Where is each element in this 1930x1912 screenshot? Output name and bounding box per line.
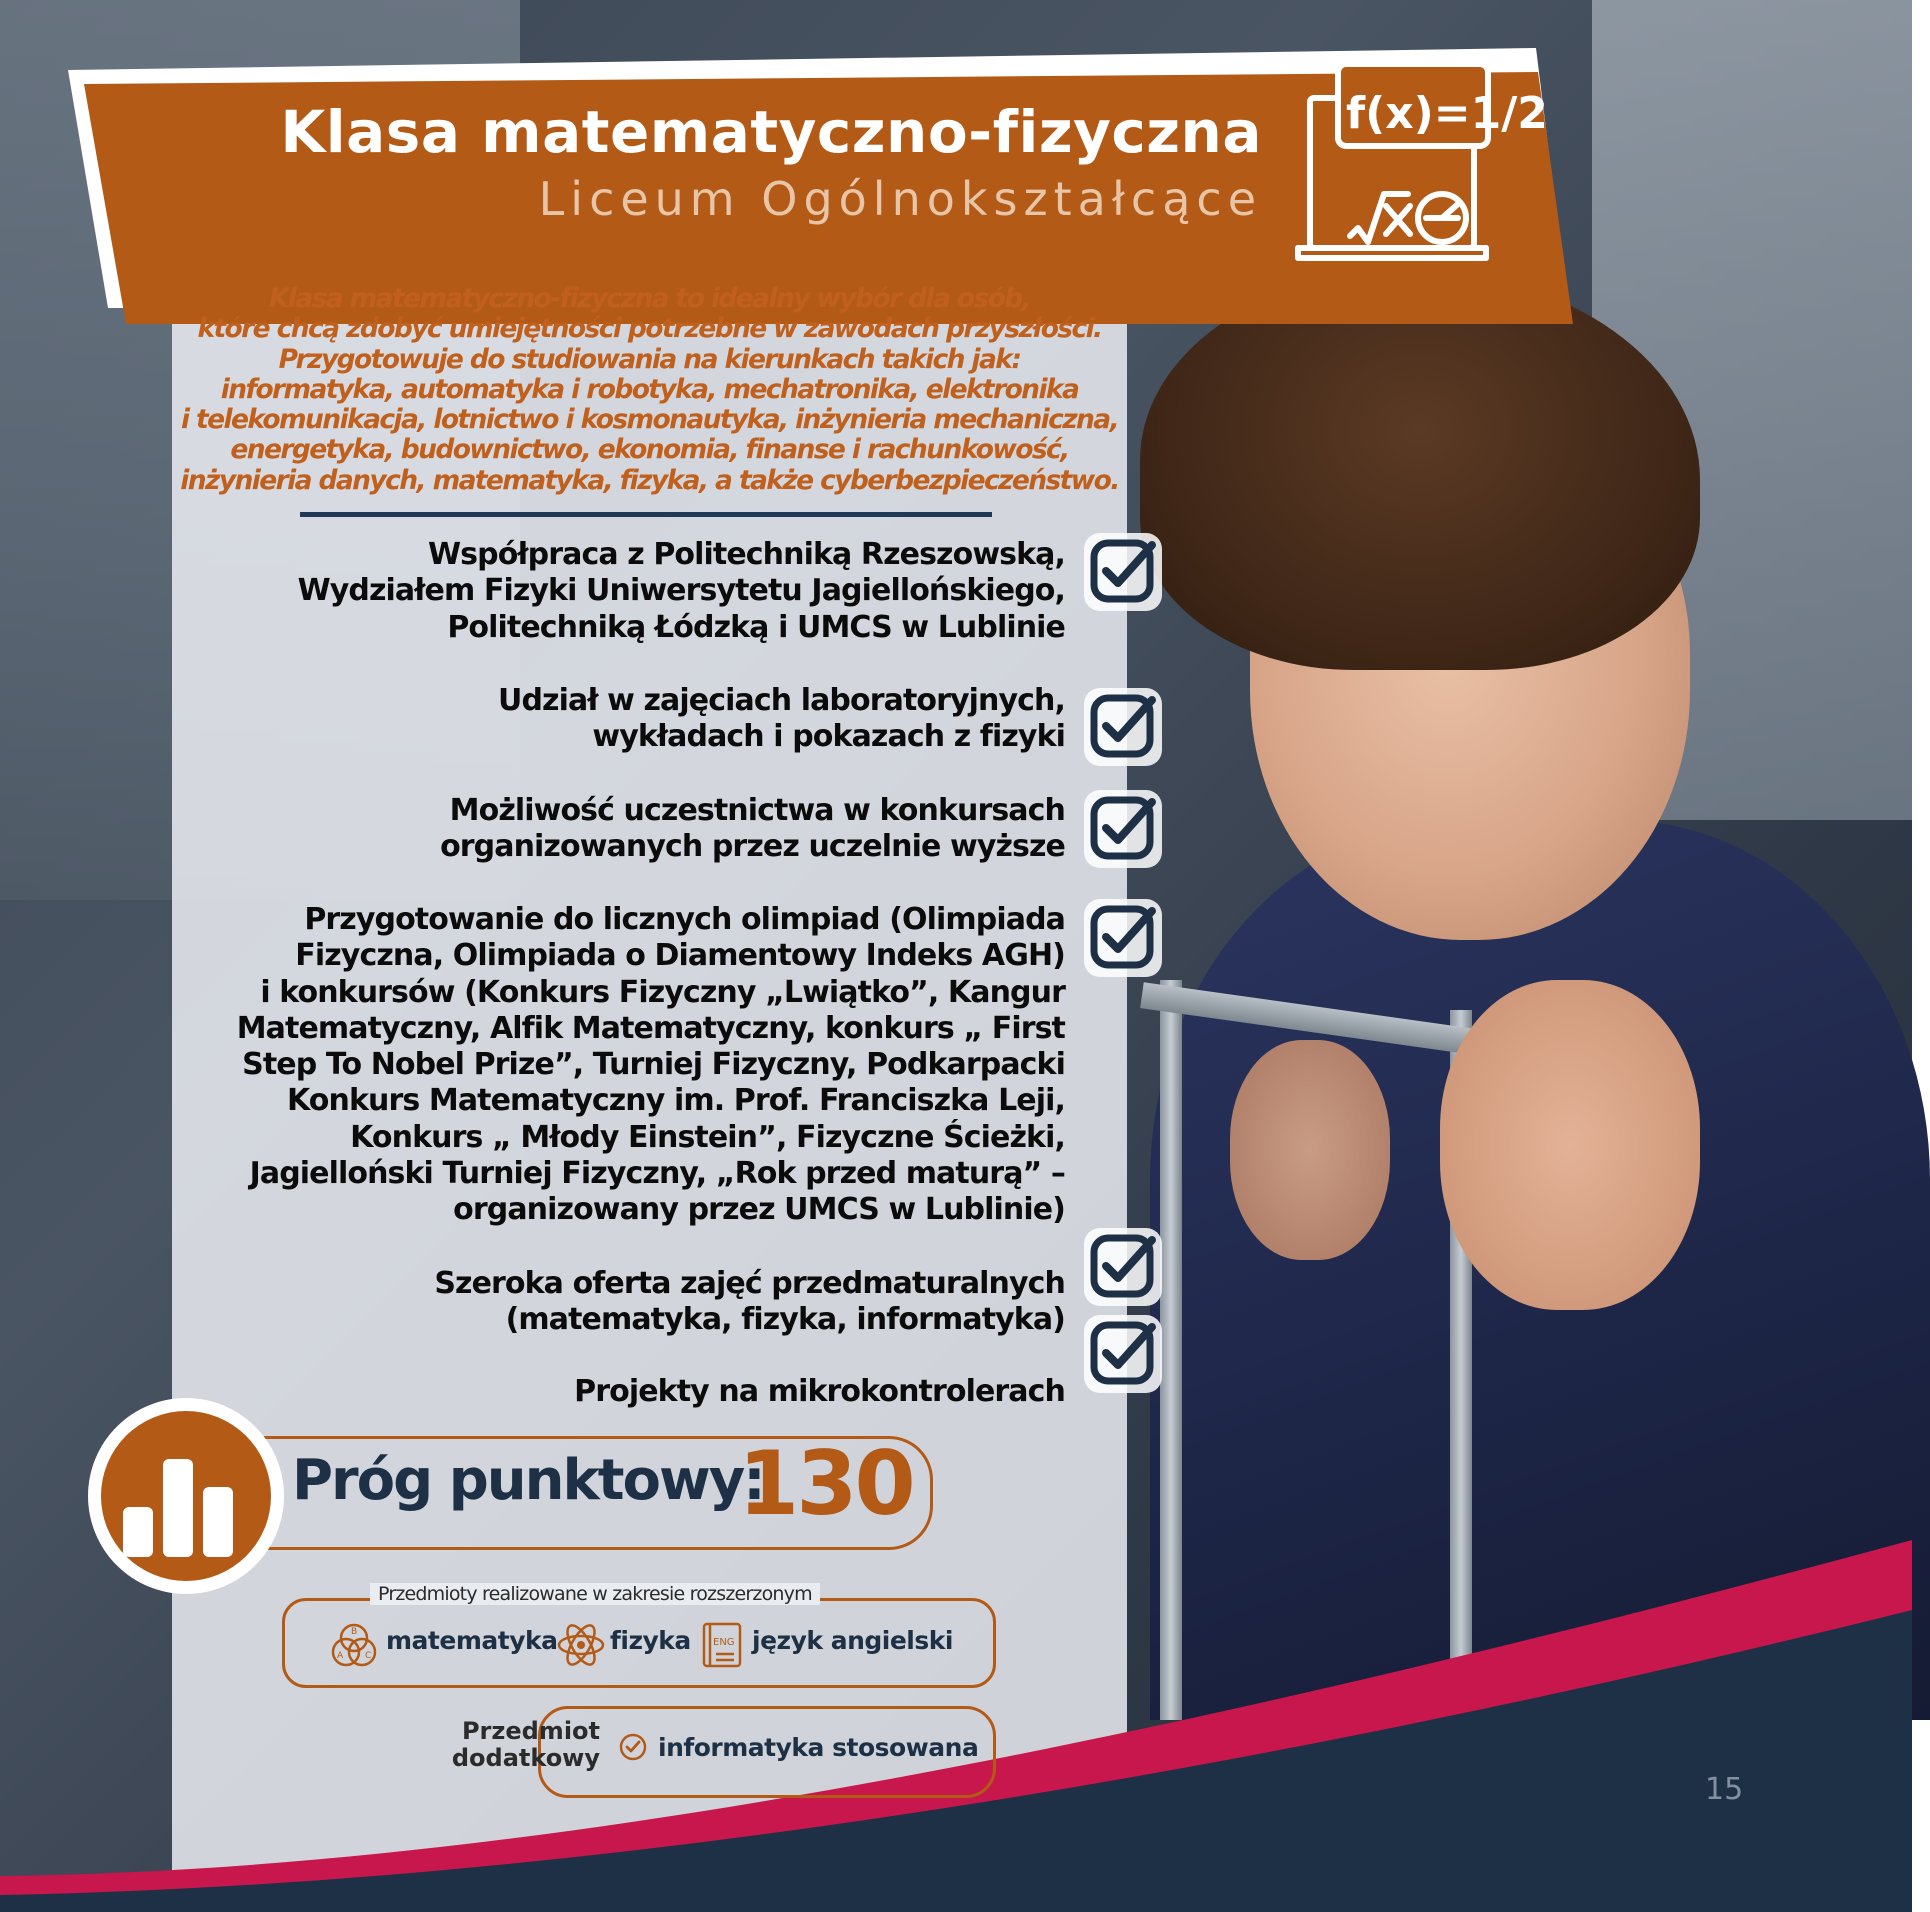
venn-letter: A [337, 1651, 344, 1661]
feature-laboratory [498, 683, 1065, 756]
intro-line: informatyka, automatyka i robotyka, mechatronika, elektronika [220, 373, 1079, 405]
checkbox-icon [1082, 1313, 1164, 1395]
feature-line: wykładach i pokazach z fizyki [592, 719, 1065, 755]
atom-icon [556, 1620, 606, 1670]
feature-line: Przygotowanie do licznych olimpiad (Olimpiada [304, 902, 1065, 937]
check-circle-icon [618, 1732, 648, 1762]
feature-line: Współpraca z Politechniką Rzeszowską, [427, 537, 1065, 572]
bar-chart-icon [101, 1411, 271, 1581]
subjects-heading: Przedmioty realizowane w zakresie rozszerzonym [370, 1583, 820, 1605]
venn-letter: C [365, 1651, 372, 1661]
feature-line: Udział w zajęciach laboratoryjnych, [498, 683, 1065, 718]
feature-microcontrollers [574, 1374, 1065, 1410]
feature-contests [440, 793, 1065, 866]
subject-physics: fizyka [610, 1626, 691, 1655]
intro-text [172, 284, 1127, 496]
checkbox-icon [1082, 531, 1164, 613]
feature-line: Wydziałem Fizyki Uniwersytetu Jagiellońskiego, [297, 573, 1065, 609]
icon-formula-text: f(x)=1/2 [1346, 88, 1548, 139]
english-book-icon [700, 1620, 746, 1670]
intro-line: inżynieria danych, matematyka, fizyka, a także cyberbezpieczeństwo. [180, 464, 1119, 496]
feature-line: Szeroka oferta zajęć przedmaturalnych [434, 1266, 1065, 1301]
venn-letter: B [351, 1627, 358, 1637]
subject-english: język angielski [752, 1626, 953, 1655]
feature-line: Projekty na mikrokontrolerach [574, 1374, 1065, 1409]
threshold-value: 130 [738, 1432, 913, 1535]
checkbox-icon [1082, 788, 1164, 870]
feature-olympiads [237, 902, 1065, 1229]
intro-line: Klasa matematyczno-fizyczna to idealny wybór dla osób, [268, 283, 1031, 314]
feature-line: i konkursów (Konkurs Fizyczny „Lwiątko”, Kangur [260, 974, 1065, 1010]
intro-line: które chcą zdobyć umiejętności potrzebne w zawodach przyszłości. [197, 313, 1102, 345]
feature-line: organizowanych przez uczelnie wyższe [440, 829, 1065, 865]
section-divider [300, 512, 992, 517]
threshold-label: Próg punktowy: [292, 1448, 764, 1513]
extra-subject-label [430, 1718, 600, 1772]
checkbox-icon [1082, 686, 1164, 768]
venn-abc-icon [328, 1620, 380, 1672]
intro-line: Przygotowuje do studiowania na kierunkach takich jak: [278, 343, 1021, 375]
intro-line: i telekomunikacja, lotnictwo i kosmonautyka, inżynieria mechaniczna, [180, 404, 1119, 436]
checkbox-icon [1082, 897, 1164, 979]
feature-line: Konkurs „ Młody Einstein”, Fizyczne Ścieżki, [350, 1119, 1065, 1155]
page-number: 15 [1705, 1772, 1744, 1807]
extra-label-line: dodatkowy [451, 1744, 600, 1772]
feature-line: (matematyka, fizyka, informatyka) [505, 1302, 1065, 1338]
feature-line: Fizyczna, Olimpiada o Diamentowy Indeks AGH) [295, 938, 1065, 974]
math-formula-board-icon [1290, 56, 1548, 266]
feature-line: Możliwość uczestnictwa w konkursach [449, 793, 1065, 828]
extra-label-line: Przedmiot [461, 1717, 600, 1745]
feature-line: Step To Nobel Prize”, Turniej Fizyczny, Podkarpacki [242, 1047, 1065, 1083]
feature-line: Politechniką Łódzką i UMCS w Lublinie [447, 609, 1065, 645]
extra-subject-item: informatyka stosowana [658, 1733, 979, 1762]
intro-line: energetyka, budownictwo, ekonomia, finanse i rachunkowość, [230, 434, 1069, 466]
feature-line: Jagielloński Turniej Fizyczny, „Rok przed maturą” – [249, 1156, 1065, 1192]
page-subtitle: Liceum Ogólnokształcące [538, 172, 1262, 226]
subject-math: matematyka [386, 1626, 558, 1655]
feature-line: Konkurs Matematyczny im. Prof. Franciszka Leji, [286, 1083, 1065, 1119]
feature-line: Matematyczny, Alfik Matematyczny, konkurs „ First [236, 1010, 1065, 1046]
feature-prematura [434, 1266, 1065, 1339]
book-text: ENG [713, 1637, 735, 1648]
checkbox-icon [1082, 1226, 1164, 1308]
page-title: Klasa matematyczno-fizyczna [280, 98, 1262, 166]
feature-line: organizowany przez UMCS w Lublinie) [453, 1192, 1065, 1228]
feature-cooperation [298, 537, 1065, 646]
